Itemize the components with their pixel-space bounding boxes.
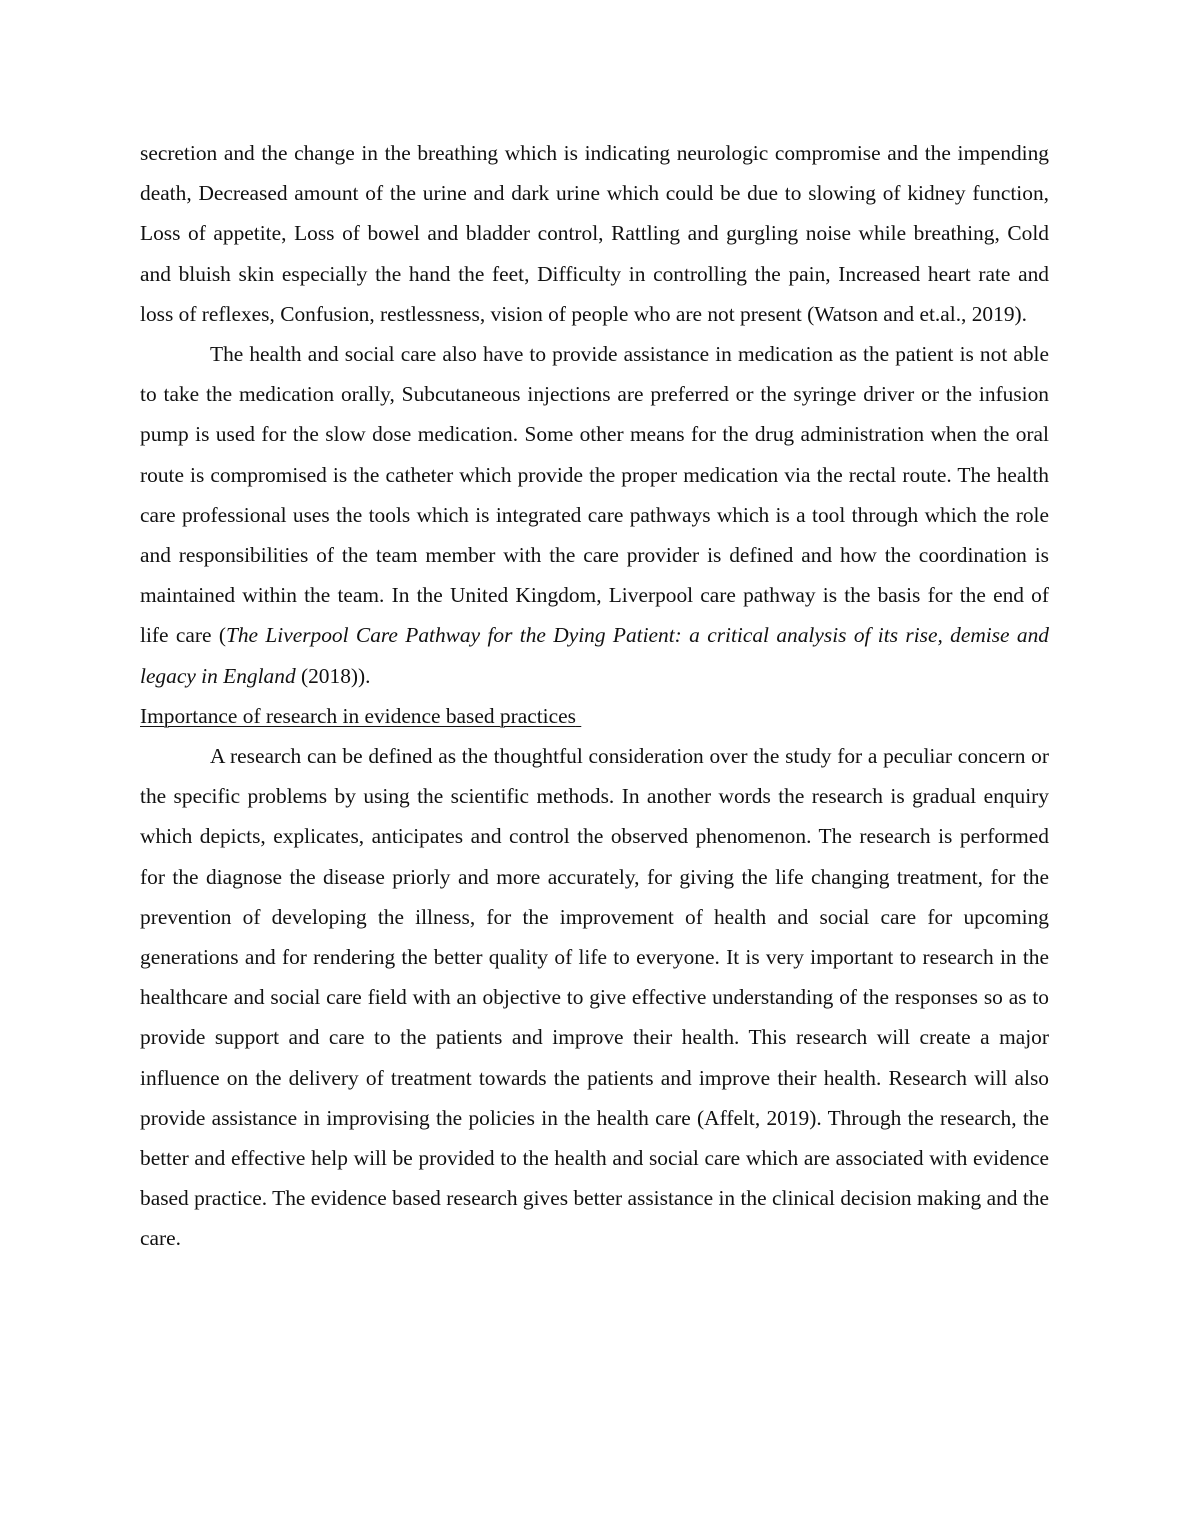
paragraph-medication-assistance [140,334,1049,696]
document-page [140,133,1049,1259]
citation-title: The Liverpool Care Pathway for the Dying Patient: a critical analysis of its rise, demise and legacy in England [140,623,1049,688]
paragraph-end-of-life-signs: secretion and the change in the breathing which is indicating neurologic compromise and the impending death, Decreased amount of the urine and dark urine which could be due to slowing of kidney function, Loss of appetite, Loss of bowel and bladder control, Rattling and gurgling noise while breathing, Cold and bluish skin especially the hand the feet, Difficulty in controlling the pain, Increased heart rate and loss of reflexes, Confusion, restlessness, vision of people who are not present (Watson and et.al., 2019). [140,141,1049,326]
section-heading-trailing-space [576,704,581,728]
paragraph-research-importance: A research can be defined as the thoughtful consideration over the study for a peculiar concern or the specific problems by using the scientific methods. In another words the research is gradual enquiry which depicts, explicates, anticipates and control the observed phenomenon. The research is performed for the diagnose the disease priorly and more accurately, for giving the life changing treatment, for the prevention of developing the illness, for the improvement of health and social care for upcoming generations and for rendering the better quality of life to everyone. It is very important to research in the healthcare and social care field with an objective to give effective understanding of the responses so as to provide support and care to the patients and improve their health. This research will create a major influence on the delivery of treatment towards the patients and improve their health. Research will also provide assistance in improvising the policies in the health care (Affelt, 2019). Through the research, the better and effective help will be provided to the health and social care which are associated with evidence based practice. The evidence based research gives better assistance in the clinical decision making and the care. [140,744,1049,1251]
paragraph-medication-text: The health and social care also have to provide assistance in medication as the patient is not able to take the medication orally, Subcutaneous injections are preferred or the syringe driver or the infusion pump is used for the slow dose medication. Some other means for the drug administration when the oral route is compromised is the catheter which provide the proper medication via the rectal route. The health care professional uses the tools which is integrated care pathways which is a tool through which the role and responsibilities of the team member with the care provider is defined and how the coordination is maintained within the team. In the United Kingdom, Liverpool care pathway is the basis for the end of life care ( [140,342,1049,648]
citation-year: (2018)). [295,663,371,688]
section-heading [140,696,1049,736]
section-heading-text: Importance of research in evidence based practices [140,703,576,728]
